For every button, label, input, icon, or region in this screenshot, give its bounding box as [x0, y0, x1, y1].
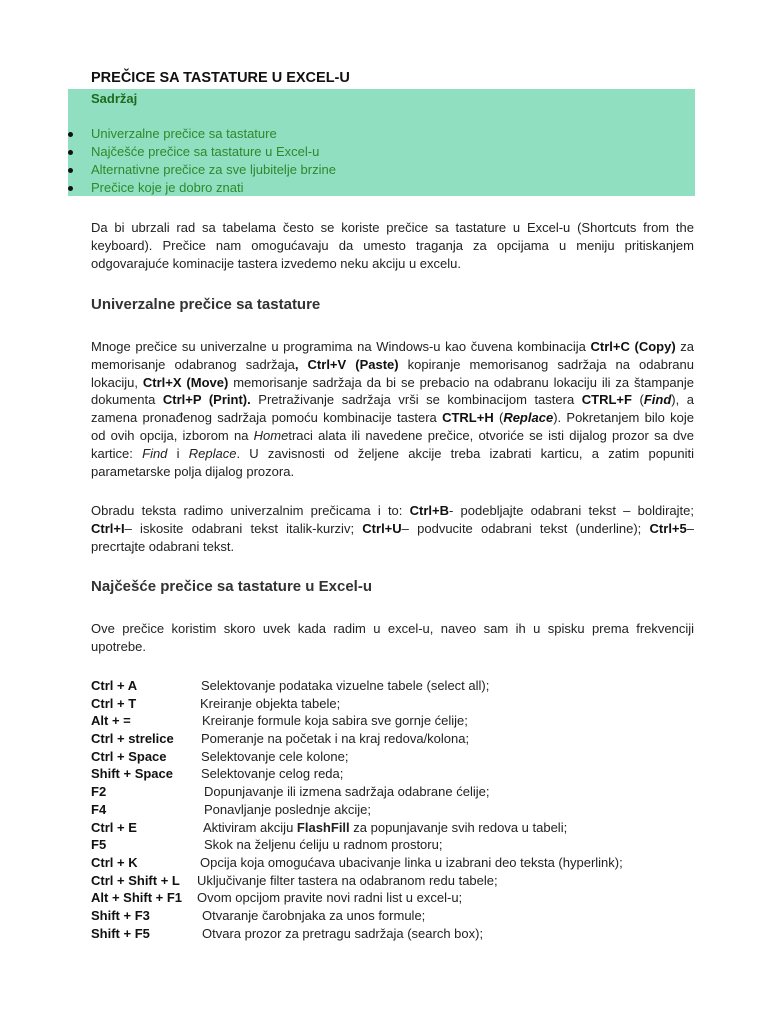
- document-title: PREČICE SA TASTATURE U EXCEL-U: [91, 70, 350, 86]
- toc-item-label[interactable]: Univerzalne prečice sa tastature: [91, 126, 277, 141]
- shortcut-key: Shift + F5: [91, 925, 150, 941]
- shortcut-key: F4: [91, 801, 107, 817]
- toc-list: [68, 125, 336, 197]
- shortcut-key: Ctrl + Space: [91, 748, 167, 764]
- shortcut-description: Kreiranje objekta tabele;: [200, 695, 341, 711]
- bullet-icon: [68, 150, 73, 155]
- shortcut-key: F5: [91, 837, 107, 853]
- shortcut-row: [91, 677, 701, 695]
- toc-item[interactable]: [68, 125, 336, 143]
- text-formatting-paragraph: Obradu teksta radimo univerzalnim prečicama i to: Ctrl+B- podebljajte odabrani tekst – boldirajte; Ctrl+I– iskosite odabrani tekst italik-kurziv; Ctrl+U– podvucite odabrani tekst (underline); Ctrl+5– precrtajte odabrani tekst.: [91, 503, 694, 554]
- shortcut-row: [91, 889, 701, 907]
- shortcut-key: Ctrl + strelice: [91, 731, 174, 747]
- shortcut-key: Alt + Shift + F1: [91, 890, 183, 906]
- shortcut-list: [91, 677, 701, 942]
- toc-heading: Sadržaj: [91, 91, 138, 106]
- toc-item-label[interactable]: Alternativne prečice za sve ljubitelje brzine: [91, 162, 336, 177]
- shortcut-description: Selektovanje podataka vizuelne tabele (select all);: [201, 678, 490, 693]
- toc-item[interactable]: [68, 179, 336, 197]
- shortcut-description: Otvara prozor za pretragu sadržaja (search box);: [202, 925, 484, 941]
- shortcut-key: Ctrl + K: [91, 854, 138, 870]
- shortcut-description: Dopunjavanje ili izmena sadržaja odabrane ćelije;: [204, 784, 490, 800]
- shortcut-key: Ctrl + A: [91, 678, 138, 693]
- bullet-icon: [68, 186, 73, 191]
- shortcut-row: [91, 730, 701, 748]
- bullet-icon: [68, 132, 73, 137]
- bullet-icon: [68, 168, 73, 173]
- shortcut-row: [91, 695, 701, 713]
- section-heading-common: Najčešće prečice sa tastature u Excel-u: [91, 578, 372, 595]
- shortcut-row: [91, 748, 701, 766]
- shortcut-key: Shift + Space: [91, 766, 173, 782]
- shortcut-row: [91, 907, 701, 925]
- shortcut-description: Opcija koja omogućava ubacivanje linka u izabrani deo teksta (hyperlink);: [200, 854, 623, 870]
- shortcut-row: [91, 801, 701, 819]
- shortcut-row: [91, 783, 701, 801]
- shortcut-description: Ponavljanje poslednje akcije;: [204, 801, 371, 817]
- shortcut-key: Alt + =: [91, 713, 131, 729]
- shortcut-description: Selektovanje cele kolone;: [201, 748, 349, 764]
- shortcut-row: [91, 765, 701, 783]
- table-of-contents: [68, 89, 695, 196]
- shortcut-key: Ctrl + Shift + L: [91, 872, 180, 888]
- universal-paragraph: Mnoge prečice su univerzalne u programima na Windows-u kao čuvena kombinacija Ctrl+C (Copy) za memorisanje odabranog sadržaja, Ctrl+V (Paste) kopiranje memorisanog sadržaja na odabranu lokaciju, Ctrl+X (Move) memorisanje sadržaja da bi se prebacio na odabranu lokaciju ili za štampanje dokumenta Ctrl+P (Print). Pretraživanje sadržaja vrši se kombinacijom tastera CTRL+F (Find), a zamena pronađenog sadržaja pomoću kombinacije tastera CTRL+H (Replace). Pokretanjem bilo koje od ovih opcija, izborom na Hometraci alata ili navedene prečice, otvoriće se isti dijalog prozor sa dve kartice: Find i Replace. U zavisnosti od željene akcije treba izabrati karticu, a zatim popuniti parametarske polja dijalog prozora.: [91, 339, 695, 479]
- shortcut-row: [91, 872, 701, 890]
- toc-item-label[interactable]: Prečice koje je dobro znati: [91, 180, 244, 195]
- shortcut-description: Selektovanje celog reda;: [201, 766, 344, 782]
- shortcut-row: [91, 819, 701, 837]
- shortcut-description: Aktiviram akciju FlashFill za popunjavanje svih redova u tabeli;: [203, 819, 568, 835]
- shortcut-description: Otvaranje čarobnjaka za unos formule;: [202, 907, 426, 923]
- shortcut-description: Pomeranje na početak i na kraj redova/kolona;: [201, 731, 470, 747]
- shortcut-key: Ctrl + T: [91, 695, 137, 711]
- section-heading-universal: Univerzalne prečice sa tastature: [91, 296, 321, 313]
- toc-item[interactable]: [68, 143, 336, 161]
- shortcut-row: [91, 925, 701, 943]
- shortcut-key: Ctrl + E: [91, 819, 137, 835]
- shortcut-key: Shift + F3: [91, 907, 150, 923]
- shortcut-row: [91, 836, 701, 854]
- shortcut-description: Kreiranje formule koja sabira sve gornje ćelije;: [202, 713, 468, 729]
- toc-item-label[interactable]: Najčešće prečice sa tastature u Excel-u: [91, 144, 320, 159]
- shortcut-row: [91, 854, 701, 872]
- intro-paragraph: Da bi ubrzali rad sa tabelama često se koriste prečice sa tastature u Excel-u (Shortcuts from the keyboard). Prečice nam omogućavaju da umesto traganja za opcijama u meniju pritiskanjem odgovarajuće kominacije tastera izvedemo neku akciju u excelu.: [91, 220, 694, 271]
- shortcut-row: [91, 712, 701, 730]
- shortcut-description: Skok na željenu ćeliju u radnom prostoru;: [204, 837, 443, 853]
- shortcut-description: Uključivanje filter tastera na odabranom redu tabele;: [197, 872, 498, 888]
- shortcut-key: F2: [91, 784, 107, 800]
- common-intro-paragraph: Ove prečice koristim skoro uvek kada radim u excel-u, naveo sam ih u spisku prema frekvenciji upotrebe.: [91, 621, 694, 654]
- shortcut-description: Ovom opcijom pravite novi radni list u excel-u;: [197, 890, 463, 906]
- toc-item[interactable]: [68, 161, 336, 179]
